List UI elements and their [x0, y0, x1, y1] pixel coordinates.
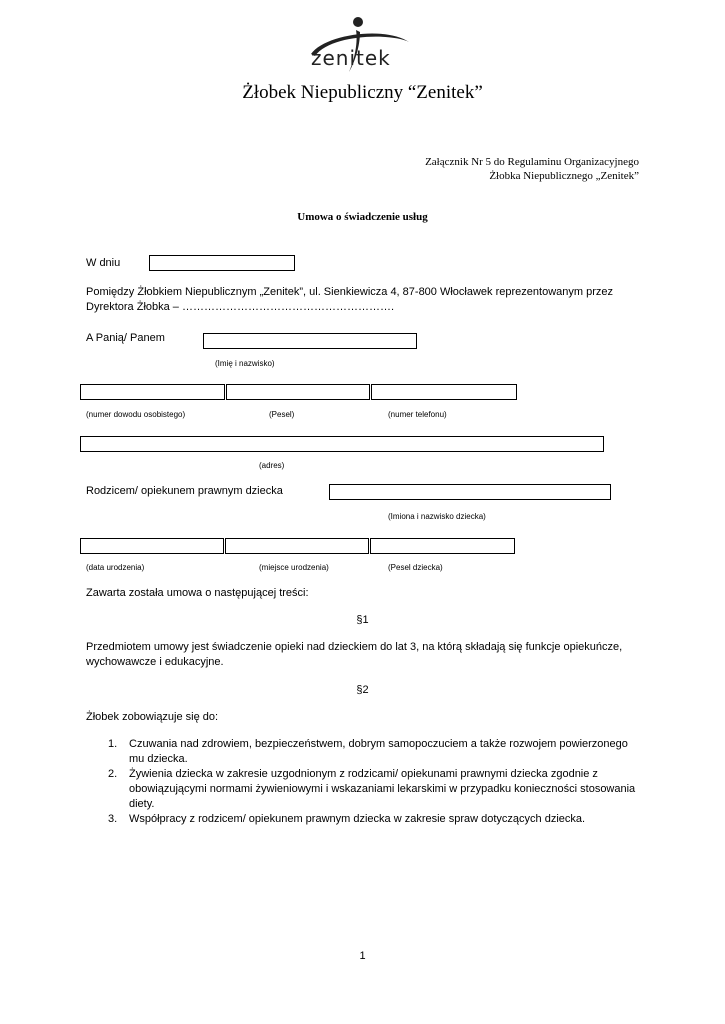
- phone-caption: (numer telefonu): [388, 410, 447, 419]
- attachment-line-2: Żłobka Niepublicznego „Zenitek”: [489, 170, 639, 182]
- list-item-number: 2.: [108, 768, 118, 780]
- date-label: W dniu: [86, 257, 121, 269]
- guardian-label: Rodzicem/ opiekunem prawnym dziecka: [86, 485, 283, 497]
- section-2-intro: Żłobek zobowiązuje się do:: [86, 711, 219, 723]
- birth-date-caption: (data urodzenia): [86, 563, 145, 572]
- birth-place-field[interactable]: [225, 538, 369, 554]
- list-item: [86, 812, 646, 827]
- phone-field[interactable]: [371, 384, 517, 400]
- pesel-caption: (Pesel): [269, 410, 295, 419]
- page-title: Żłobek Niepubliczny “Zenitek”: [242, 82, 483, 103]
- parent-name-field[interactable]: [203, 333, 417, 349]
- list-item-number: 1.: [108, 738, 118, 750]
- page-number: 1: [359, 950, 366, 962]
- logo-text: zenitek: [311, 46, 391, 70]
- address-caption: (adres): [259, 461, 285, 470]
- birth-date-field[interactable]: [80, 538, 224, 554]
- section-2-heading: §2: [356, 684, 369, 696]
- list-item-number: 3.: [108, 813, 118, 825]
- parties-text: Pomiędzy Żłobkiem Niepublicznym „Zenitek”, ul. Sienkiewicza 4, 87-800 Włocławek reprezentowanym przez Dyrektora Żłobka – ………………………………………………….: [86, 286, 613, 313]
- section-1-text: Przedmiotem umowy jest świadczenie opieki nad dzieckiem do lat 3, na którą składają się funkcje opiekuńcze, wychowawcze i edukacyjne.: [86, 641, 623, 668]
- contract-intro: Zawarta została umowa o następującej treści:: [86, 587, 309, 599]
- list-item-text: Współpracy z rodzicem/ opiekunem prawnym dziecka w zakresie spraw dotyczących dziecka.: [129, 813, 586, 825]
- list-item: [86, 737, 646, 767]
- pesel-field[interactable]: [226, 384, 370, 400]
- date-field[interactable]: [149, 255, 295, 271]
- id-number-caption: (numer dowodu osobistego): [86, 410, 186, 419]
- list-item-text: Czuwania nad zdrowiem, bezpieczeństwem, dobrym samopoczuciem a także rozwojem powierzonego mu dziecka.: [129, 738, 628, 765]
- attachment-line-1: Załącznik Nr 5 do Regulaminu Organizacyjnego: [425, 156, 639, 168]
- child-pesel-field[interactable]: [370, 538, 515, 554]
- section-1-heading: §1: [356, 614, 369, 626]
- child-name-field[interactable]: [329, 484, 611, 500]
- parent-label: A Panią/ Panem: [86, 332, 165, 344]
- list-item-text: Żywienia dziecka w zakresie uzgodnionym z rodzicami/ opiekunami prawnymi dziecka zgodnie z obowiązującymi normami żywieniowymi i wskazaniami lekarskimi w przypadku konieczności stosowania diety.: [129, 768, 636, 810]
- child-name-caption: (Imiona i nazwisko dziecka): [388, 512, 486, 521]
- document-title: Umowa o świadczenie usług: [297, 211, 428, 223]
- birth-place-caption: (miejsce urodzenia): [259, 563, 329, 572]
- list-item: [86, 767, 646, 812]
- duties-list: [86, 737, 646, 827]
- id-number-field[interactable]: [80, 384, 225, 400]
- child-pesel-caption: (Pesel dziecka): [388, 563, 443, 572]
- logo: [305, 16, 420, 76]
- address-field[interactable]: [80, 436, 604, 452]
- parent-name-caption: (Imię i nazwisko): [215, 359, 275, 368]
